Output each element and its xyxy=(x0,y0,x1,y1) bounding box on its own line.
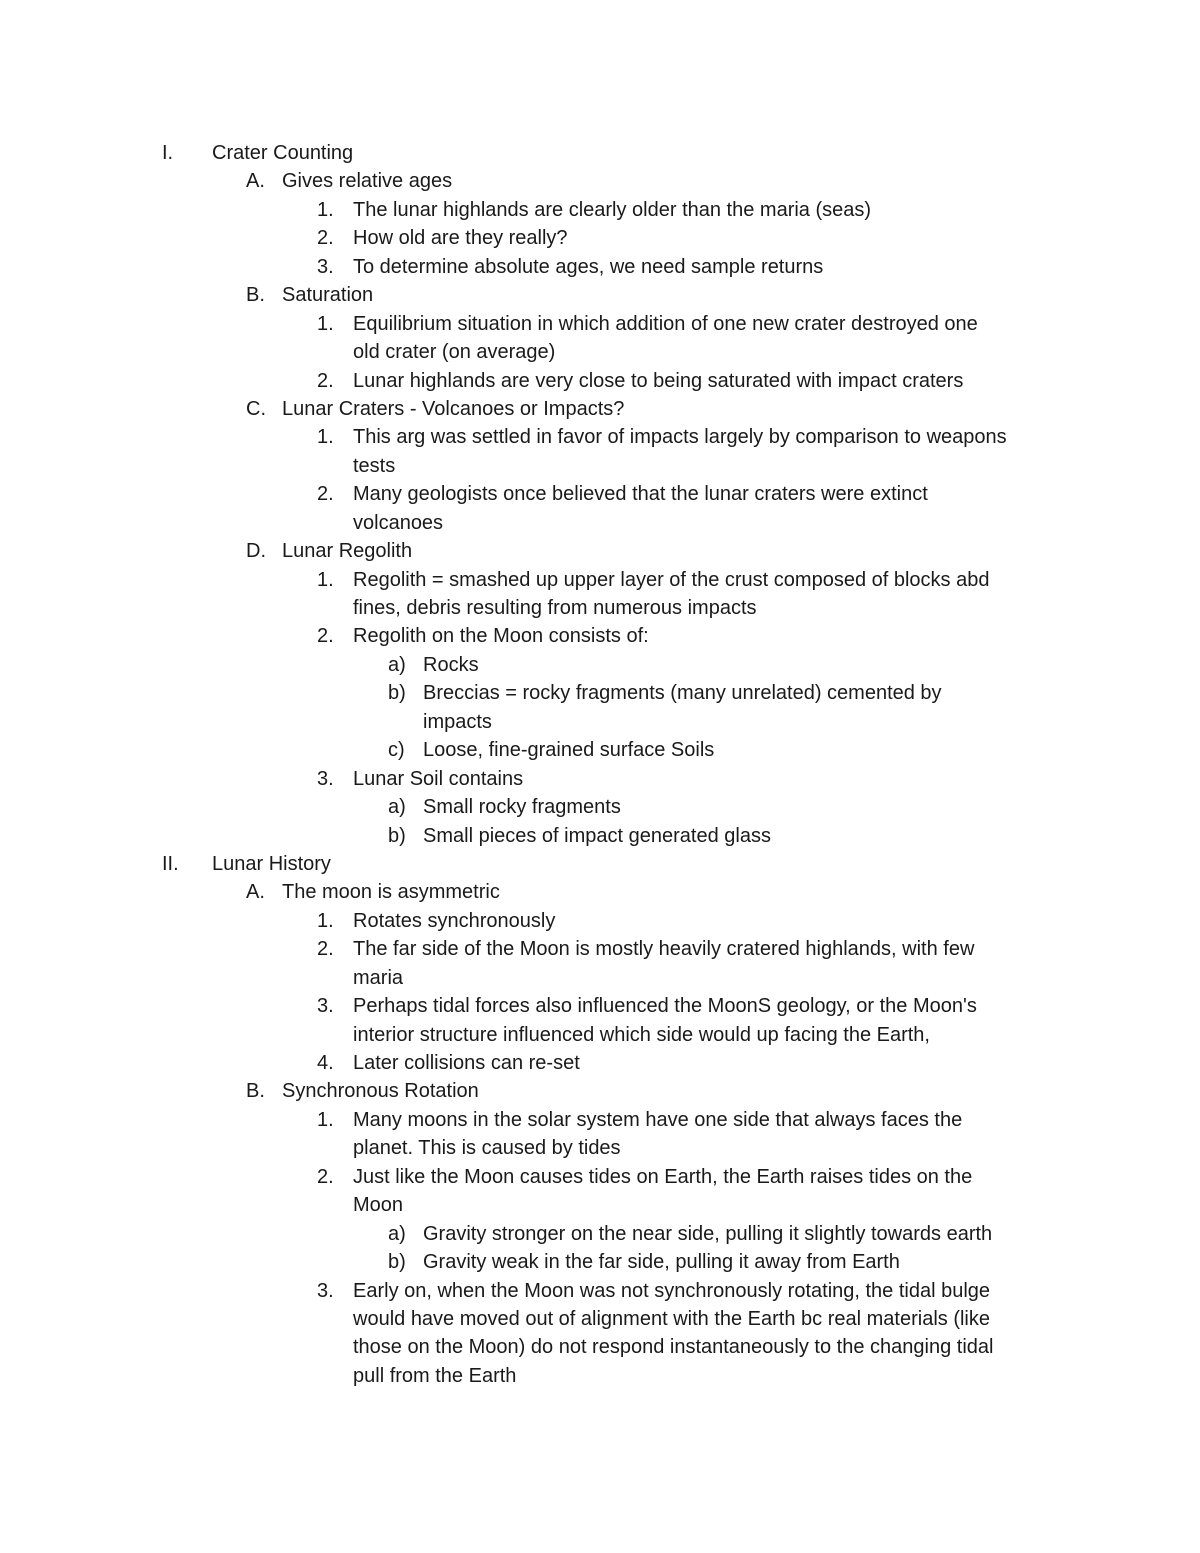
outline-marker: a) xyxy=(388,1222,406,1245)
outline-continuation-line xyxy=(0,338,1200,366)
outline-item-level-2 xyxy=(0,1163,1200,1191)
outline-text: Gravity stronger on the near side, pulling it slightly towards earth xyxy=(423,1222,993,1245)
outline-text: Regolith on the Moon consists of: xyxy=(353,625,649,648)
outline-text: Lunar History xyxy=(212,852,331,875)
outline-text: Gravity weak in the far side, pulling it away from Earth xyxy=(423,1251,900,1274)
outline-item-level-2 xyxy=(0,935,1200,963)
outline-item-level-1 xyxy=(0,537,1200,565)
outline-text: Early on, when the Moon was not synchronously rotating, the tidal bulge xyxy=(353,1279,991,1302)
outline-marker: 3. xyxy=(317,995,334,1018)
document-outline xyxy=(0,139,1200,1390)
outline-item-level-2 xyxy=(0,1277,1200,1305)
outline-text: pull from the Earth xyxy=(353,1364,517,1387)
outline-text: Loose, fine-grained surface Soils xyxy=(423,739,715,762)
outline-marker: D. xyxy=(246,540,266,563)
outline-item-level-3 xyxy=(0,822,1200,850)
outline-marker: 4. xyxy=(317,1052,334,1074)
outline-marker: 1. xyxy=(317,198,334,221)
outline-text: Rocks xyxy=(423,653,479,676)
outline-marker: b) xyxy=(388,682,406,705)
outline-text: Many geologists once believed that the lunar craters were extinct xyxy=(353,483,928,506)
outline-text: Small pieces of impact generated glass xyxy=(423,824,771,847)
outline-marker: B. xyxy=(246,284,265,307)
outline-item-level-2 xyxy=(0,253,1200,281)
outline-marker: 3. xyxy=(317,1279,334,1302)
outline-text: impacts xyxy=(423,710,492,733)
outline-text: The lunar highlands are clearly older than the maria (seas) xyxy=(353,198,872,221)
outline-text: How old are they really? xyxy=(353,227,568,250)
outline-continuation-line xyxy=(0,594,1200,622)
outline-item-level-2 xyxy=(0,907,1200,935)
outline-text: volcanoes xyxy=(353,511,444,534)
outline-item-level-2 xyxy=(0,423,1200,451)
outline-text: Breccias = rocky fragments (many unrelated) cemented by xyxy=(423,682,942,705)
outline-text: planet. This is caused by tides xyxy=(353,1137,621,1160)
outline-text: old crater (on average) xyxy=(353,341,556,364)
outline-marker: 2. xyxy=(317,1165,334,1188)
outline-item-level-2 xyxy=(0,224,1200,252)
outline-text: Gives relative ages xyxy=(282,170,453,193)
outline-marker: 1. xyxy=(317,568,334,591)
outline-text: This arg was settled in favor of impacts largely by comparison to weapons xyxy=(353,426,1007,449)
outline-text: maria xyxy=(353,966,404,989)
outline-marker: 1. xyxy=(317,909,334,932)
outline-item-level-1 xyxy=(0,1077,1200,1105)
outline-marker: b) xyxy=(388,824,406,847)
outline-text: Synchronous Rotation xyxy=(282,1080,479,1103)
outline-item-level-2 xyxy=(0,1106,1200,1134)
outline-item-level-3 xyxy=(0,651,1200,679)
outline-item-level-1 xyxy=(0,878,1200,906)
outline-marker: a) xyxy=(388,796,406,819)
outline-text: would have moved out of alignment with the Earth bc real materials (like xyxy=(353,1307,990,1330)
outline-item-level-0 xyxy=(0,139,1200,167)
outline-marker: 2. xyxy=(317,369,334,392)
outline-text: Lunar Soil contains xyxy=(353,767,524,790)
outline-text: Perhaps tidal forces also influenced the MoonS geology, or the Moon's xyxy=(353,995,977,1018)
outline-text: those on the Moon) do not respond instantaneously to the changing tidal xyxy=(353,1336,994,1359)
outline-continuation-line xyxy=(0,964,1200,992)
outline-marker: 2. xyxy=(317,625,334,648)
outline-marker: A. xyxy=(246,881,265,904)
outline-marker: 1. xyxy=(317,1108,334,1131)
outline-marker: I. xyxy=(162,142,174,164)
outline-continuation-line xyxy=(0,1333,1200,1361)
outline-item-level-2 xyxy=(0,765,1200,793)
outline-marker: 2. xyxy=(317,227,334,250)
outline-continuation-line xyxy=(0,1191,1200,1219)
outline-item-level-2 xyxy=(0,196,1200,224)
outline-item-level-2 xyxy=(0,1049,1200,1077)
outline-text: To determine absolute ages, we need sample returns xyxy=(353,255,824,278)
outline-marker: B. xyxy=(246,1080,265,1103)
outline-text: Later collisions can re-set xyxy=(353,1052,580,1074)
outline-text: fines, debris resulting from numerous impacts xyxy=(353,597,757,619)
outline-item-level-3 xyxy=(0,736,1200,764)
outline-marker: c) xyxy=(388,739,405,762)
outline-marker: 1. xyxy=(317,312,334,335)
outline-continuation-line xyxy=(0,1134,1200,1162)
outline-item-level-2 xyxy=(0,367,1200,395)
outline-item-level-3 xyxy=(0,679,1200,707)
outline-marker: II. xyxy=(162,852,179,875)
outline-text: Rotates synchronously xyxy=(353,909,556,932)
outline-marker: b) xyxy=(388,1251,406,1274)
outline-item-level-3 xyxy=(0,1220,1200,1248)
outline-marker: A. xyxy=(246,170,265,193)
outline-marker: 2. xyxy=(317,938,334,961)
outline-text: interior structure influenced which side would up facing the Earth, xyxy=(353,1023,930,1046)
outline-continuation-line xyxy=(0,1362,1200,1390)
outline-marker: a) xyxy=(388,653,406,676)
outline-item-level-1 xyxy=(0,167,1200,195)
outline-item-level-2 xyxy=(0,992,1200,1020)
outline-continuation-line xyxy=(0,708,1200,736)
outline-text: Moon xyxy=(353,1194,404,1217)
outline-text: Crater Counting xyxy=(212,142,354,164)
outline-text: Small rocky fragments xyxy=(423,796,621,819)
outline-text: Just like the Moon causes tides on Earth, the Earth raises tides on the xyxy=(353,1165,973,1188)
outline-continuation-line xyxy=(0,509,1200,537)
outline-text: Lunar Regolith xyxy=(282,540,413,563)
outline-text: Regolith = smashed up upper layer of the crust composed of blocks abd xyxy=(353,568,990,591)
outline-marker: 2. xyxy=(317,483,334,506)
outline-marker: C. xyxy=(246,397,266,420)
outline-item-level-2 xyxy=(0,310,1200,338)
outline-marker: 3. xyxy=(317,255,334,278)
outline-text: tests xyxy=(353,454,396,477)
outline-item-level-1 xyxy=(0,281,1200,309)
outline-text: Lunar highlands are very close to being saturated with impact craters xyxy=(353,369,964,392)
outline-item-level-0 xyxy=(0,850,1200,878)
outline-text: The far side of the Moon is mostly heavily cratered highlands, with few xyxy=(353,938,975,961)
outline-item-level-2 xyxy=(0,480,1200,508)
outline-text: Equilibrium situation in which addition of one new crater destroyed one xyxy=(353,312,978,335)
outline-item-level-3 xyxy=(0,793,1200,821)
outline-continuation-line xyxy=(0,452,1200,480)
outline-text: Many moons in the solar system have one side that always faces the xyxy=(353,1108,963,1131)
outline-text: Saturation xyxy=(282,284,374,307)
outline-continuation-line xyxy=(0,1021,1200,1049)
outline-continuation-line xyxy=(0,1305,1200,1333)
outline-item-level-2 xyxy=(0,622,1200,650)
outline-text: The moon is asymmetric xyxy=(282,881,500,904)
outline-marker: 1. xyxy=(317,426,334,449)
outline-marker: 3. xyxy=(317,767,334,790)
outline-item-level-3 xyxy=(0,1248,1200,1276)
outline-text: Lunar Craters - Volcanoes or Impacts? xyxy=(282,397,625,420)
outline-item-level-1 xyxy=(0,395,1200,423)
outline-item-level-2 xyxy=(0,566,1200,594)
